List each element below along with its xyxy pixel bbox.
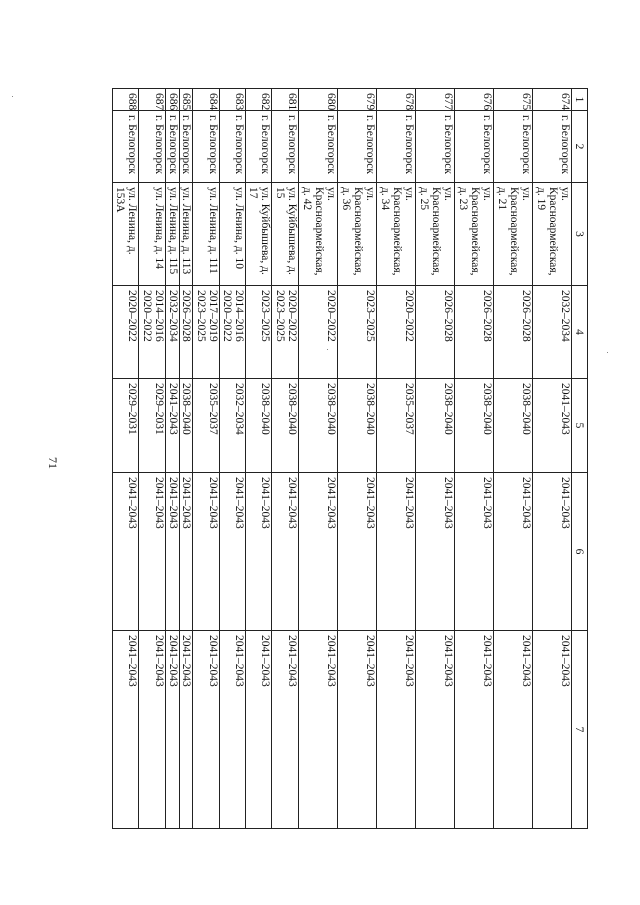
row-number-cell: 679 bbox=[337, 89, 376, 111]
table-cell: ул. Ленина, д. 14 bbox=[139, 183, 165, 286]
table-cell: 2020–2022 2023–2025 bbox=[272, 286, 298, 379]
table-cell: 2032–2034 bbox=[219, 379, 245, 473]
table-cell: ул. Красноармейская, д. 34 bbox=[376, 183, 415, 286]
schedule-table bbox=[112, 88, 588, 829]
row-number-cell: 677 bbox=[415, 89, 454, 111]
table-row bbox=[246, 89, 272, 829]
table-cell: 2041–2043 bbox=[139, 631, 165, 829]
table-cell: 2038–2040 bbox=[454, 379, 493, 473]
row-number-cell: 681 bbox=[272, 89, 298, 111]
table-cell: 2020–2022 bbox=[113, 286, 140, 379]
table-cell: г. Белогорск bbox=[193, 111, 219, 183]
table-row bbox=[179, 89, 193, 829]
table-cell: ул. Красноармейская, д. 19 bbox=[532, 183, 571, 286]
table-cell: ул. Куйбышева, д. 17 bbox=[246, 183, 272, 286]
row-number-cell: 684 bbox=[193, 89, 219, 111]
table-cell: 2038–2040 bbox=[298, 379, 337, 473]
table-row bbox=[139, 89, 165, 829]
header-cell: 3 bbox=[572, 183, 588, 286]
table-cell: 2041–2043 bbox=[337, 473, 376, 631]
table-cell: ул. Ленина, д. 10 bbox=[219, 183, 245, 286]
table-cell: 2041–2043 bbox=[532, 473, 571, 631]
table-row bbox=[532, 89, 571, 829]
table-cell: 2029–2031 bbox=[113, 379, 140, 473]
table-cell: 2038–2040 bbox=[415, 379, 454, 473]
table-cell: 2041–2043 bbox=[193, 473, 219, 631]
table-cell: 2041–2043 bbox=[376, 473, 415, 631]
table-cell: 2029–2031 bbox=[139, 379, 165, 473]
rotated-table-inner bbox=[112, 88, 588, 828]
table-cell: 2023–2025 bbox=[246, 286, 272, 379]
table-row bbox=[193, 89, 219, 829]
table-cell: ул. Красноармейская, д. 23 bbox=[454, 183, 493, 286]
table-row bbox=[165, 89, 179, 829]
table-cell: ул. Красноармейская, д. 36 bbox=[337, 183, 376, 286]
table-cell: 2038–2040 bbox=[179, 379, 193, 473]
row-number-cell: 686 bbox=[165, 89, 179, 111]
scan-speck bbox=[12, 96, 13, 97]
table-cell: 2041–2043 bbox=[532, 379, 571, 473]
table-cell: 2041–2043 bbox=[454, 631, 493, 829]
header-cell: 4 bbox=[572, 286, 588, 379]
table-cell: 2041–2043 bbox=[179, 473, 193, 631]
table-cell: 2041–2043 bbox=[113, 473, 140, 631]
table-cell: 2041–2043 bbox=[246, 631, 272, 829]
table-cell: 2041–2043 bbox=[493, 631, 532, 829]
table-cell: 2026–2028 bbox=[415, 286, 454, 379]
row-number-cell: 688 bbox=[113, 89, 140, 111]
table-cell: 2032–2034 bbox=[165, 286, 179, 379]
row-number-cell: 676 bbox=[454, 89, 493, 111]
table-cell: 2041–2043 bbox=[272, 631, 298, 829]
row-number-cell: 680 bbox=[298, 89, 337, 111]
header-cell: 1 bbox=[572, 89, 588, 111]
row-number-cell: 683 bbox=[219, 89, 245, 111]
table-cell: г. Белогорск bbox=[298, 111, 337, 183]
table-cell: 2014–2016 2020–2022 bbox=[139, 286, 165, 379]
table-cell: г. Белогорск bbox=[337, 111, 376, 183]
table-cell: ул. Красноармейская, д. 21 bbox=[493, 183, 532, 286]
table-cell: г. Белогорск bbox=[272, 111, 298, 183]
header-cell: 5 bbox=[572, 379, 588, 473]
table-cell: 2041–2043 bbox=[165, 473, 179, 631]
row-number-cell: 678 bbox=[376, 89, 415, 111]
table-cell: 2041–2043 bbox=[139, 473, 165, 631]
header-cell: 2 bbox=[572, 111, 588, 183]
table-cell: 2041–2043 bbox=[179, 631, 193, 829]
table-row bbox=[454, 89, 493, 829]
table-cell: 2026–2028 bbox=[454, 286, 493, 379]
table-body bbox=[113, 89, 572, 829]
table-cell: 2023–2025 bbox=[337, 286, 376, 379]
table-row bbox=[337, 89, 376, 829]
header-row bbox=[572, 89, 588, 829]
table-cell: 2041–2043 bbox=[493, 473, 532, 631]
table-cell: 2041–2043 bbox=[272, 473, 298, 631]
header-cell: 7 bbox=[572, 631, 588, 829]
table-row bbox=[272, 89, 298, 829]
table-cell: 2041–2043 bbox=[376, 631, 415, 829]
table-cell: 2038–2040 bbox=[337, 379, 376, 473]
table-cell: 2014–2016 2020–2022 bbox=[219, 286, 245, 379]
table-cell: ул. Ленина, д. 111 bbox=[193, 183, 219, 286]
table-cell: 2020–2022 bbox=[376, 286, 415, 379]
table-cell: 2026–2028 bbox=[493, 286, 532, 379]
table-cell: 2035–2037 bbox=[193, 379, 219, 473]
table-cell: 2017–2019 2023–2025 bbox=[193, 286, 219, 379]
table-cell: 2020–2022 bbox=[298, 286, 337, 379]
table-cell: 2035–2037 bbox=[376, 379, 415, 473]
table-cell: 2026–2028 bbox=[179, 286, 193, 379]
table-cell: г. Белогорск bbox=[415, 111, 454, 183]
table-cell: 2041–2043 bbox=[113, 631, 140, 829]
table-cell: 2041–2043 bbox=[298, 473, 337, 631]
table-cell: г. Белогорск bbox=[376, 111, 415, 183]
scan-speck bbox=[607, 352, 608, 353]
table-row bbox=[113, 89, 140, 829]
table-cell: 2041–2043 bbox=[337, 631, 376, 829]
table-row bbox=[493, 89, 532, 829]
table-cell: 2038–2040 bbox=[272, 379, 298, 473]
table-cell: 2041–2043 bbox=[298, 631, 337, 829]
row-number-cell: 687 bbox=[139, 89, 165, 111]
row-number-cell: 685 bbox=[179, 89, 193, 111]
table-cell: 2041–2043 bbox=[193, 631, 219, 829]
table-cell: г. Белогорск bbox=[165, 111, 179, 183]
table-cell: г. Белогорск bbox=[179, 111, 193, 183]
table-cell: 2041–2043 bbox=[532, 631, 571, 829]
table-row bbox=[219, 89, 245, 829]
table-cell: ул. Ленина, д. 153А bbox=[113, 183, 140, 286]
table-cell: 2041–2043 bbox=[165, 631, 179, 829]
rotated-table-wrapper bbox=[112, 88, 588, 828]
table-cell: 2041–2043 bbox=[454, 473, 493, 631]
table-cell: 2041–2043 bbox=[415, 473, 454, 631]
table-cell: г. Белогорск bbox=[493, 111, 532, 183]
table-cell: г. Белогорск bbox=[139, 111, 165, 183]
table-cell: г. Белогорск bbox=[219, 111, 245, 183]
row-number-cell: 675 bbox=[493, 89, 532, 111]
page-number: 71 bbox=[46, 457, 60, 469]
table-cell: г. Белогорск bbox=[246, 111, 272, 183]
table-cell: ул. Ленина, д. 113 bbox=[179, 183, 193, 286]
table-cell: ул. Куйбышева, д. 15 bbox=[272, 183, 298, 286]
table-cell: 2038–2040 bbox=[246, 379, 272, 473]
table-cell: 2041–2043 bbox=[415, 631, 454, 829]
table-cell: 2041–2043 bbox=[219, 473, 245, 631]
header-cell: 6 bbox=[572, 473, 588, 631]
table-row bbox=[376, 89, 415, 829]
table-cell: г. Белогорск bbox=[113, 111, 140, 183]
table-cell: ул. Красноармейская, д. 25 bbox=[415, 183, 454, 286]
table-row bbox=[415, 89, 454, 829]
row-number-cell: 674 bbox=[532, 89, 571, 111]
table-cell: ул. Ленина, д. 115 bbox=[165, 183, 179, 286]
table-cell: г. Белогорск bbox=[454, 111, 493, 183]
table-cell: 2041–2043 bbox=[219, 631, 245, 829]
row-number-cell: 682 bbox=[246, 89, 272, 111]
table-cell: 2041–2043 bbox=[165, 379, 179, 473]
table-cell: 2032–2034 bbox=[532, 286, 571, 379]
table-cell: ул. Красноармейская, д. 42 bbox=[298, 183, 337, 286]
table-cell: 2041–2043 bbox=[246, 473, 272, 631]
scan-speck bbox=[327, 349, 328, 350]
table-cell: г. Белогорск bbox=[532, 111, 571, 183]
table-cell: 2038–2040 bbox=[493, 379, 532, 473]
table-row bbox=[298, 89, 337, 829]
